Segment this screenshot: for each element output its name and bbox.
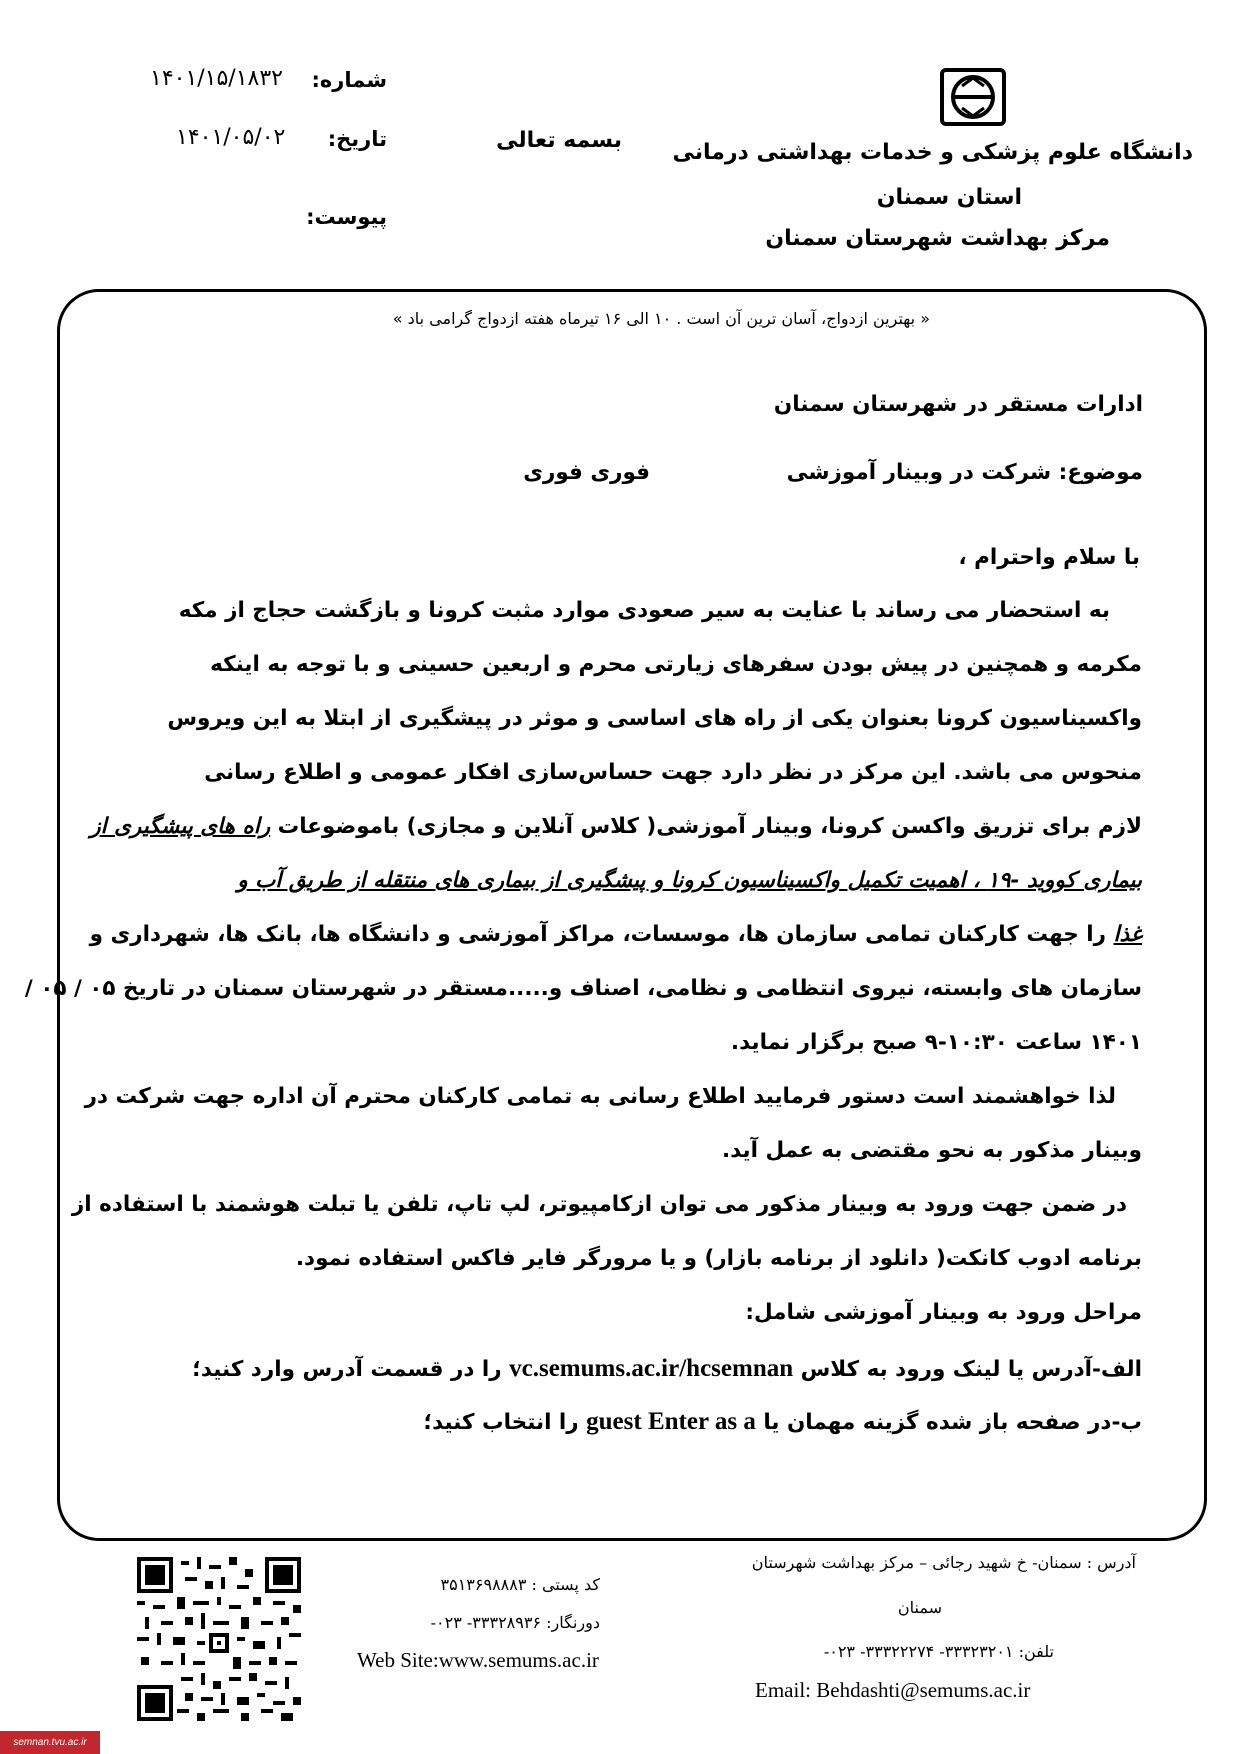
topic-underlined-line: بیماری کووید -۱۹ ، اهمیت تکمیل واکسیناسیون کرونا و پیشگیری از بیماری های منتقله از طریق آب و <box>237 868 1142 893</box>
greeting: با سلام واحترام ، <box>958 545 1140 570</box>
step-b-text: ب-در صفحه باز شده گزینه مهمان یا <box>755 1410 1142 1435</box>
body-line: منحوس می باشد. این مرکز در نظر دارد جهت حساس‌سازی افکار عمومی و اطلاع رسانی <box>204 760 1142 785</box>
footer-fax: دورنگار: ۳۳۳۲۸۹۳۶- ۰۲۳- <box>430 1613 600 1632</box>
body-line: در ضمن جهت ورود به وبینار مذکور می توان ازکامپیوتر، لپ تاپ، تلفن یا تبلت هوشمند با استفاده از <box>71 1192 1127 1217</box>
topic-underlined: غذا <box>1113 922 1142 947</box>
footer-website[interactable]: Web Site:www.semums.ac.ir <box>357 1648 599 1672</box>
body-text: را جهت کارکنان تمامی سازمان ها، موسسات، مراکز آموزشی و دانشگاه ها، بانک ها، شهرداری و <box>89 922 1114 947</box>
guest-option: guest Enter as a <box>586 1408 756 1435</box>
university-logo-icon <box>940 68 1006 126</box>
step-a-text: الف-آدرس یا لینک ورود به کلاس <box>793 1357 1142 1382</box>
body-line: به استحضار می رساند با عنایت به سیر صعودی موارد مثبت کرونا و بازگشت حجاج از مکه <box>178 598 1110 623</box>
footer-email[interactable]: Email: Behdashti@semums.ac.ir <box>755 1678 1031 1702</box>
basmala: بسمه تعالی <box>496 128 622 153</box>
number-value: ۱۴۰۱/۱۵/۱۸۳۲ <box>150 66 283 91</box>
step-b <box>423 1408 1142 1436</box>
body-line: مراحل ورود به وبینار آموزشی شامل: <box>745 1300 1142 1325</box>
attachment-label: پیوست: <box>306 205 387 229</box>
body-line: مکرمه و همچنین در پیش بودن سفرهای زیارتی محرم و اربعین حسینی و با توجه به اینکه <box>210 652 1142 677</box>
body-text: لازم برای تزریق واکسن کرونا، وبینار آموزشی( کلاس آنلاین و مجازی) باموضوعات <box>270 814 1142 839</box>
body-line: ۱۴۰۱ ساعت ۱۰:۳۰-۹ صبح برگزار نماید. <box>730 1030 1142 1055</box>
footer-address: آدرس : سمنان- خ شهید رجائی – مرکز بهداشت شهرستان <box>751 1553 1136 1572</box>
site-badge[interactable]: semnan.tvu.ac.ir <box>0 1731 100 1754</box>
step-b-text-end: را انتخاب کنید؛ <box>423 1410 587 1435</box>
body-line <box>90 922 1142 947</box>
footer-address-city: سمنان <box>897 1598 942 1617</box>
footer-phone: تلفن: ۳۳۳۲۳۲۰۱- ۳۳۳۲۲۲۷۴- ۰۲۳- <box>823 1642 1054 1661</box>
step-a <box>192 1355 1142 1383</box>
body-line: سازمان های وابسته، نیروی انتظامی و نظامی، اصناف و.....مستقر در شهرستان سمنان در تاریخ ۰۵ / ۰۵ / <box>24 976 1142 1001</box>
recipient: ادارات مستقر در شهرستان سمنان <box>773 392 1143 417</box>
body-line <box>90 814 1142 839</box>
footer-postal-code: کد پستی : ۳۵۱۳۶۹۸۸۸۳ <box>440 1575 600 1594</box>
date-value: ۱۴۰۱/۰۵/۰۲ <box>176 125 286 150</box>
org-name-line1: دانشگاه علوم پزشکی و خدمات بهداشتی درمانی <box>672 140 1193 165</box>
body-line: واکسیناسیون کرونا بعنوان یکی از راه های اساسی و موثر در پیشگیری از ابتلا به این ویروس <box>167 706 1142 731</box>
date-label: تاریخ: <box>327 127 387 151</box>
number-label: شماره: <box>311 68 387 92</box>
subject: موضوع: شرکت در وبینار آموزشی <box>786 460 1143 485</box>
qr-code-icon <box>137 1557 301 1721</box>
motto: « بهترین ازدواج، آسان ترین آن است . ۱۰ الی ۱۶ تیرماه هفته ازدواج گرامی باد » <box>392 309 930 328</box>
body-line: وبینار مذکور به نحو مقتضی به عمل آید. <box>721 1138 1142 1163</box>
body-line: لذا خواهشمند است دستور فرمایید اطلاع رسانی به تمامی کارکنان محترم آن اداره جهت شرکت در <box>84 1084 1116 1109</box>
step-a-text-end: را در قسمت آدرس وارد کنید؛ <box>192 1357 510 1382</box>
urgency: فوری فوری <box>523 460 650 485</box>
topic-underlined: راه های پیشگیری از <box>90 814 271 839</box>
webinar-link[interactable]: vc.semums.ac.ir/hcsemnan <box>509 1355 794 1382</box>
org-name-line2: استان سمنان <box>876 185 1022 210</box>
body-line: برنامه ادوب کانکت( دانلود از برنامه بازار) و یا مرورگر فایر فاکس استفاده نمود. <box>295 1246 1142 1271</box>
org-name-line3: مرکز بهداشت شهرستان سمنان <box>765 226 1110 251</box>
